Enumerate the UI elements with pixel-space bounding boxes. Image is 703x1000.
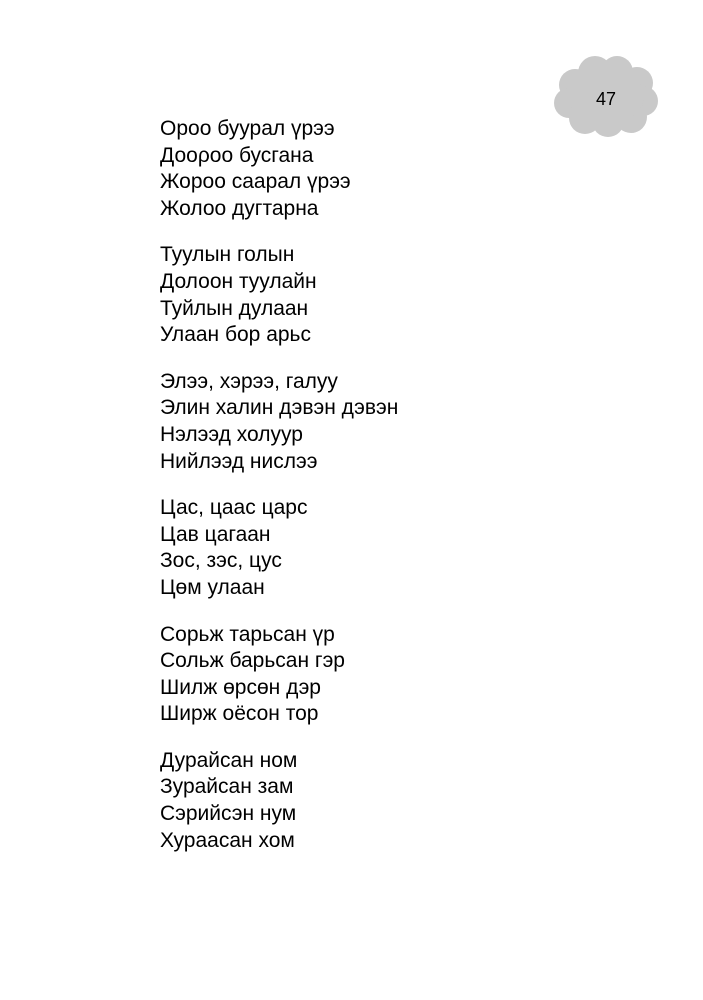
poem-line: Улаан бор арьс xyxy=(160,323,311,347)
poem-line: Туулын голын xyxy=(160,243,295,267)
poem-line: Сорьж тарьсан үр xyxy=(160,622,335,646)
stanza xyxy=(160,116,580,222)
poem-line: Элин халин дэвэн дэвэн xyxy=(160,396,399,420)
poem-line: Цав цагаан xyxy=(160,522,271,546)
poem-line: Зос, зэс, цус xyxy=(160,549,282,573)
poem-line: Ороо буурал үрээ xyxy=(160,117,335,140)
poem xyxy=(160,116,580,874)
stanza xyxy=(160,622,580,728)
poem-line: Цөм улаан xyxy=(160,575,265,599)
poem-line: Хураасан хом xyxy=(160,828,295,852)
poem-line: Сэрийсэн нум xyxy=(160,802,297,826)
stanza xyxy=(160,369,580,475)
poem-line: Нэлээд холуур xyxy=(160,422,303,446)
stanza xyxy=(160,495,580,601)
poem-line: Долоон туулайн xyxy=(160,269,317,293)
page-number: 47 xyxy=(595,89,617,109)
poem-line: Элээ, хэрээ, галуу xyxy=(160,369,338,393)
stanza xyxy=(160,242,580,348)
poem-line: Жороо саарал үрээ xyxy=(160,170,351,194)
poem-line: Дурайсан ном xyxy=(160,748,298,772)
poem-line: Зурайсан зам xyxy=(160,775,294,799)
poem-line: Дооροο бусгана xyxy=(160,143,314,167)
poem-line: Цас, цаас царс xyxy=(160,496,308,520)
poem-line: Сольж барьсан гэр xyxy=(160,649,345,673)
poem-line: Шилж өрсөн дэр xyxy=(160,675,321,699)
stanza xyxy=(160,748,580,854)
poem-line: Туйлын дулаан xyxy=(160,296,309,320)
poem-line: Ширж оёсон тор xyxy=(160,702,319,726)
poem-line: Нийлээд нислээ xyxy=(160,449,318,473)
poem-line: Жолоо дугтарна xyxy=(160,196,319,220)
